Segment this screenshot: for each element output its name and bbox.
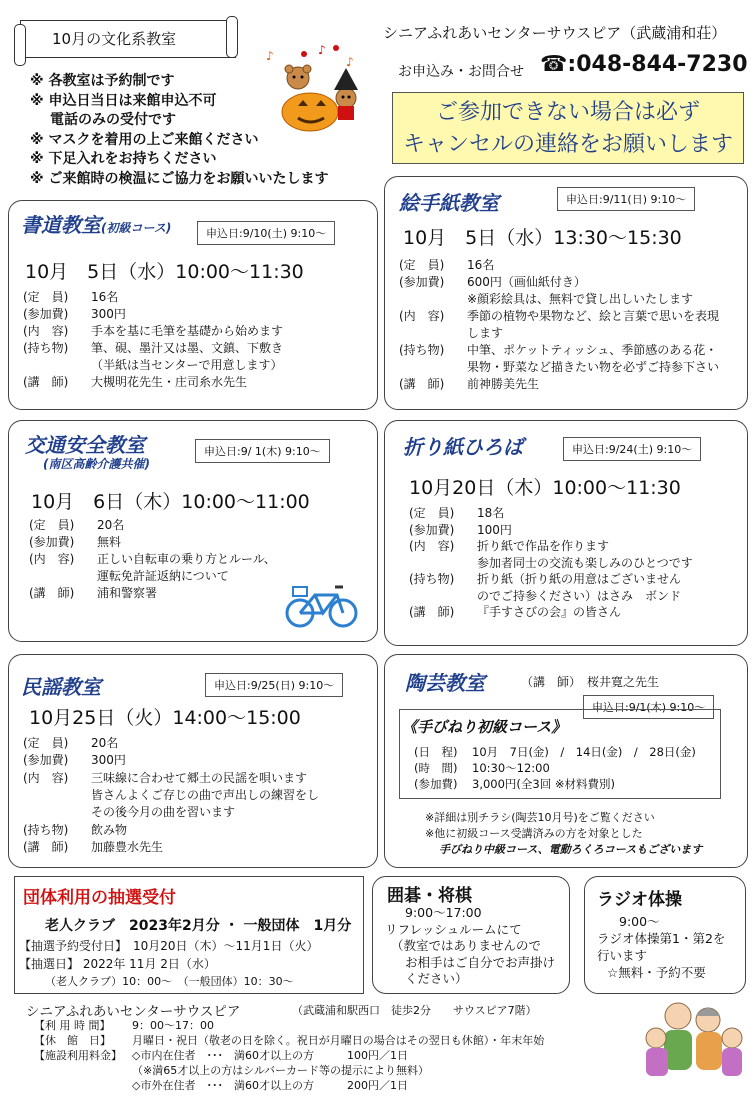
- detail-value: 正しい自転車の乗り方とルール、: [97, 552, 276, 566]
- detail-row: [23, 374, 247, 391]
- detail-label: (内 容): [29, 552, 75, 566]
- detail-label: (持ち物): [23, 341, 69, 355]
- detail-value: 皆さんよくご存じの曲で声出しの練習をし: [91, 787, 320, 802]
- detail-row: [414, 776, 615, 792]
- detail-label: (持ち物): [23, 822, 69, 837]
- page-title: 10月の文化系教室: [52, 30, 177, 48]
- detail-value: 参加者同士の交流も楽しみのひとつです: [477, 555, 693, 570]
- folk-song-class-card: [8, 654, 378, 868]
- detail-row: [23, 770, 307, 787]
- detail-value: 9：00～17：00: [132, 1019, 214, 1032]
- detail-value: 大槻明花先生・庄司糸水先生: [91, 375, 248, 389]
- info-line: ください）: [405, 971, 468, 986]
- detail-row: [29, 551, 276, 568]
- detail-label: (時 間): [414, 761, 458, 775]
- detail-label: (参加費): [23, 307, 69, 321]
- application-date: 申込日:9/1(木) 9:10～: [583, 695, 714, 719]
- application-date: 申込日:9/ 1(木) 9:10～: [195, 439, 330, 463]
- detail-value: 前神勝美先生: [467, 377, 540, 391]
- detail-value: 三味線に合わせて郷土の民謡を唄います: [91, 770, 308, 785]
- detail-label: (定 員): [399, 258, 445, 272]
- detail-label: (持ち物): [409, 572, 455, 586]
- class-title: 陶芸教室: [405, 671, 485, 695]
- detail-row: [414, 760, 550, 776]
- detail-label: 【施設利用料金】: [34, 1049, 122, 1062]
- detail-row: [23, 787, 319, 804]
- class-datetime: 10月25日（火）14:00～15:00: [29, 707, 301, 729]
- phone-number: ☎:048-844-7230: [540, 52, 748, 77]
- detail-row: [34, 1048, 408, 1063]
- detail-value: 季節の植物や果物など、絵と言葉で思いを表現: [467, 309, 720, 323]
- detail-label: (参加費): [414, 777, 458, 791]
- detail-row: [23, 752, 126, 769]
- bicycle-illustration: [285, 577, 359, 629]
- detail-label: 【休 館 日】: [34, 1034, 111, 1047]
- class-subtitle: (南区高齢介護共催): [43, 457, 150, 471]
- detail-value: 600円（画仙紙付き）: [467, 275, 586, 289]
- go-shogi-box: [372, 876, 570, 994]
- detail-value: 20名: [91, 736, 119, 750]
- detail-value: 10月 7日(金) / 14日(金) / 28日(金): [472, 745, 696, 759]
- detail-value: 10:30～12:00: [472, 761, 550, 775]
- detail-value: 果物・野菜など描きたい物を必ずご持参下さい: [467, 360, 720, 374]
- class-datetime: 10月 6日（木）10:00～11:00: [31, 491, 310, 513]
- info-line: 9:00～17:00: [405, 905, 482, 920]
- note: ※ 下足入れをお持ちください: [30, 151, 217, 167]
- traffic-safety-class-card: [8, 420, 378, 642]
- group-title: 団体利用の抽選受付: [23, 888, 176, 908]
- radio-text: [597, 913, 725, 981]
- detail-label: (参加費): [399, 275, 445, 289]
- detail-value: 3,000円(全3回 ※材料費別): [472, 777, 616, 791]
- detail-row: [29, 517, 124, 534]
- detail-row: [29, 534, 121, 551]
- detail-row: [409, 588, 681, 605]
- detail-value: 100円: [477, 522, 512, 537]
- class-title: 民謡教室: [21, 675, 101, 699]
- detail-value: 無料: [97, 535, 122, 549]
- detail-label: (内 容): [23, 324, 69, 338]
- detail-value: （※満65才以上の方はシルバーカード等の提示により無料）: [132, 1064, 429, 1077]
- detail-value: 中筆、ポケットティッシュ、季節感のある花・: [467, 343, 718, 357]
- detail-value: ※顔彩絵具は、無料で貸し出しいたします: [467, 292, 694, 306]
- detail-value: します: [467, 326, 504, 340]
- detail-label: (講 師): [399, 377, 445, 391]
- detail-value: 300円: [91, 753, 126, 768]
- detail-value: 20名: [97, 518, 125, 532]
- go-shogi-text: [385, 905, 555, 988]
- detail-row: [23, 735, 118, 752]
- class-datetime: 10月20日（木）10:00～11:30: [409, 477, 681, 499]
- detail-row: [23, 839, 163, 856]
- detail-row: [409, 522, 512, 539]
- halloween-bears-illustration: [258, 40, 378, 132]
- application-date: 申込日:9/24(土) 9:10～: [563, 437, 701, 461]
- detail-row: [399, 325, 503, 342]
- pottery-note: ※詳細は別チラシ(陶芸10月号)をご覧ください: [425, 811, 655, 824]
- detail-label: (参加費): [23, 753, 69, 768]
- note: 電話のみの受付です: [50, 112, 176, 128]
- detail-label: (内 容): [399, 309, 445, 323]
- radio-title: ラジオ体操: [597, 890, 682, 910]
- detail-row: [34, 1078, 408, 1093]
- detail-row: [414, 744, 696, 760]
- info-line: ☆無料・予約不要: [607, 965, 706, 980]
- cancel-notice: [392, 92, 744, 164]
- contact-label: お申込み・お問合せ: [398, 64, 524, 80]
- info-line: ラジオ体操第1・第2を: [597, 931, 726, 946]
- detail-label: (講 師): [23, 375, 69, 389]
- application-date: 申込日:9/11(日) 9:10～: [557, 187, 695, 211]
- detail-label: (定 員): [23, 736, 69, 750]
- detail-row: [399, 342, 717, 359]
- detail-value: ◇市外在住者 ･･･ 満60才以上の方 200円／1日: [132, 1079, 408, 1092]
- detail-value: 月曜日・祝日（敬老の日を除く。祝日が月曜日の場合はその翌日も休館）・年末年始: [132, 1034, 545, 1047]
- detail-value: 手本を基に毛筆を基礎から始めます: [91, 324, 284, 338]
- class-datetime: 10月 5日（水）10:00～11:30: [25, 261, 304, 283]
- detail-label: (日 程): [414, 745, 458, 759]
- class-title: 交通安全教室: [25, 433, 145, 457]
- detail-row: [23, 822, 127, 839]
- detail-value: 16名: [467, 258, 495, 272]
- detail-row: [399, 274, 586, 291]
- svg-text:♪: ♪: [346, 55, 354, 69]
- info-line: 行います: [597, 948, 648, 963]
- group-line: （老人クラブ）10：00～ （一般団体）10：30～: [45, 975, 294, 988]
- detail-value: 浦和警察署: [97, 586, 158, 600]
- calligraphy-class-card: [8, 200, 378, 410]
- etegami-class-card: [384, 176, 748, 410]
- detail-row: [29, 585, 157, 602]
- detail-value: 運転免許証返納について: [97, 569, 229, 583]
- detail-value: 『手すさびの会』の皆さん: [477, 605, 622, 619]
- detail-value: 300円: [91, 307, 126, 321]
- detail-row: [23, 323, 283, 340]
- detail-value: 16名: [91, 290, 119, 304]
- detail-label: (講 師): [409, 605, 455, 619]
- class-datetime: 10月 5日（水）13:30～15:30: [403, 227, 682, 249]
- detail-row: [23, 340, 283, 357]
- class-subtitle: (初級コース): [101, 221, 172, 235]
- group-line: 老人クラブ 2023年2月分 ・ 一般団体 1月分: [45, 918, 352, 934]
- note: ※ 各教室は予約制です: [30, 73, 175, 89]
- detail-row: [23, 804, 235, 821]
- title-scroll: [12, 16, 240, 60]
- detail-value: その後今月の曲を習います: [91, 805, 236, 820]
- detail-label: (持ち物): [399, 343, 445, 357]
- class-title: 絵手紙教室: [399, 191, 499, 215]
- pottery-class-card: [384, 654, 748, 868]
- class-teacher: （講 師） 桜井寛之先生: [521, 675, 660, 689]
- group-lottery-box: [14, 876, 364, 994]
- detail-row: [399, 291, 693, 308]
- detail-label: (参加費): [409, 522, 455, 537]
- application-date: 申込日:9/10(土) 9:10～: [197, 221, 335, 245]
- seniors-illustration: [638, 998, 746, 1084]
- detail-row: [409, 555, 693, 572]
- detail-row: [23, 357, 283, 374]
- detail-row: [34, 1033, 544, 1048]
- detail-row: [23, 289, 118, 306]
- detail-row: [23, 306, 126, 323]
- detail-value: ◇市内在住者 ･･･ 満60才以上の方 100円／1日: [132, 1049, 408, 1062]
- application-date: 申込日:9/25(日) 9:10～: [205, 673, 343, 697]
- detail-row: [399, 257, 494, 274]
- detail-label: (参加費): [29, 535, 75, 549]
- note: ※ マスクを着用の上ご来館ください: [30, 131, 259, 148]
- cancel-line: キャンセルの連絡をお願いします: [402, 132, 733, 157]
- pottery-note: ※他に初級コース受講済みの方を対象とした: [425, 827, 643, 840]
- info-line: お相手はご自分でお声掛け: [405, 954, 556, 970]
- detail-label: (内 容): [23, 770, 69, 785]
- class-title: 折り紙ひろば: [403, 435, 523, 459]
- detail-value: 折り紙（折り紙の用意はございません: [477, 572, 682, 586]
- detail-row: [409, 604, 621, 621]
- radio-exercise-box: [584, 876, 746, 994]
- note: ※ ご来館時の検温にご協力をお願いいたします: [30, 170, 329, 187]
- class-title: [21, 209, 171, 238]
- detail-row: [399, 308, 719, 325]
- detail-row: [399, 359, 719, 376]
- detail-value: 18名: [477, 506, 505, 520]
- detail-value: 飲み物: [91, 822, 128, 837]
- detail-label: (講 師): [23, 839, 69, 854]
- group-line: 【抽選日】 2022年 11月 2日（水）: [19, 957, 216, 971]
- detail-value: 折り紙で作品を作ります: [477, 539, 610, 553]
- detail-value: （半紙は当センターで用意します）: [91, 358, 283, 372]
- go-shogi-title: 囲碁・将棋: [387, 886, 472, 906]
- detail-row: [409, 538, 609, 555]
- detail-row: [409, 505, 504, 522]
- detail-row: [29, 568, 229, 585]
- info-line: 9:00～: [619, 914, 660, 929]
- course-title: 《手びねり初級コース》: [402, 718, 567, 736]
- detail-label: (定 員): [23, 290, 69, 304]
- detail-value: のでご持参ください）はさみ ボンド: [477, 588, 682, 603]
- info-line: （教室ではありませんので: [391, 938, 542, 953]
- info-line: リフレッシュルームにて: [385, 921, 522, 937]
- detail-value: 加藤豊水先生: [91, 839, 164, 854]
- detail-label: (内 容): [409, 539, 455, 553]
- footer-center-name: シニアふれあいセンターサウスピア: [26, 1004, 241, 1020]
- detail-row: [34, 1063, 429, 1078]
- origami-class-card: [384, 420, 748, 646]
- note: ※ 申込日当日は来館申込不可: [30, 92, 217, 109]
- pottery-note: 手びねり中級コース、電動ろくろコースもございます: [439, 843, 703, 856]
- pottery-course-box: [399, 709, 721, 799]
- detail-row: [399, 376, 539, 393]
- detail-row: [34, 1018, 214, 1033]
- detail-label: (定 員): [409, 506, 455, 520]
- group-line: 【抽選予約受付日】 10月20日（木）～11月1日（火）: [19, 939, 319, 953]
- detail-label: (講 師): [29, 586, 75, 600]
- svg-text:♪: ♪: [318, 43, 326, 57]
- center-name: シニアふれあいセンターサウスピア（武蔵浦和荘）: [383, 24, 727, 42]
- detail-label: 【利 用 時 間】: [34, 1019, 111, 1032]
- class-title-text: 書道教室: [21, 213, 101, 237]
- cancel-line: ご参加できない場合は必ず: [435, 100, 700, 125]
- footer-access: （武蔵浦和駅西口 徒歩2分 サウスピア7階）: [292, 1004, 537, 1017]
- svg-text:♪: ♪: [266, 49, 274, 63]
- detail-row: [409, 571, 681, 588]
- detail-value: 筆、硯、墨汁又は墨、文鎮、下敷き: [91, 341, 284, 355]
- detail-label: (定 員): [29, 518, 75, 532]
